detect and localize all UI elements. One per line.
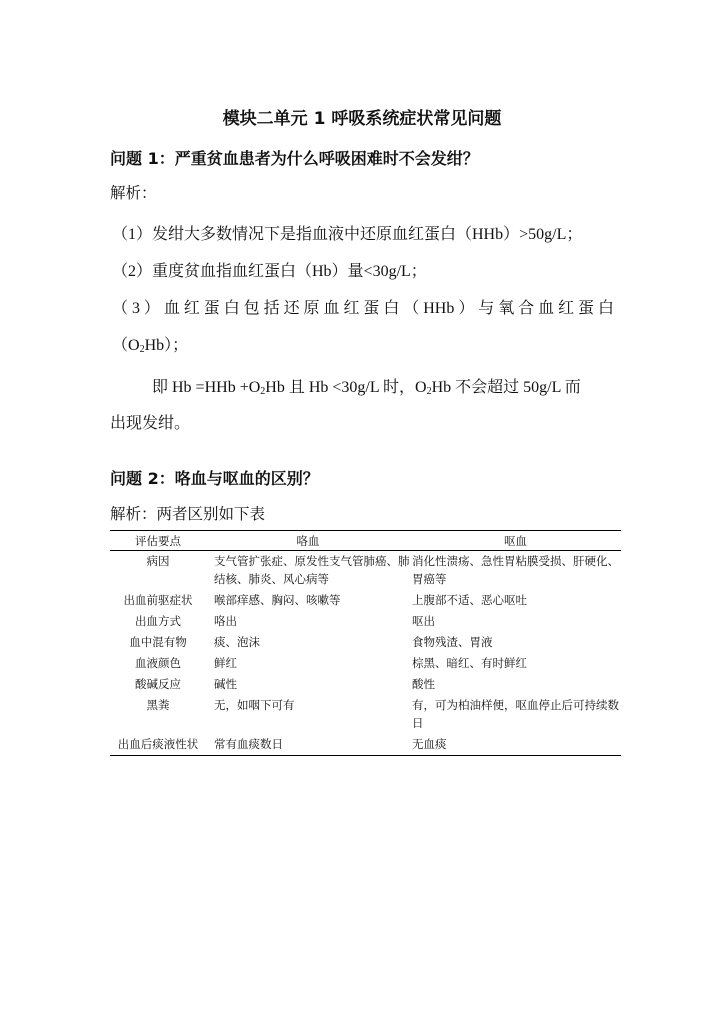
question-1-analysis-label: 解析： [110, 184, 157, 202]
row-label: 血中混有物 [129, 635, 187, 649]
point-1: （1）发绀大多数情况下是指血液中还原血红蛋白（HHb）>50g/L； [112, 226, 583, 243]
table-row [110, 695, 621, 734]
hemoptysis-cell: 咯出 [214, 614, 237, 628]
table-row [110, 611, 621, 632]
hemoptysis-cell: 鲜红 [214, 656, 237, 670]
row-label: 病因 [146, 554, 170, 568]
hemoptysis-cell: 痰、泡沫 [214, 635, 260, 649]
hematemesis-cell: 无血痰 [412, 737, 447, 751]
row-label: 出血方式 [135, 614, 181, 628]
hemoptysis-cell: 常有血痰数日 [214, 737, 283, 751]
conclusion-line-1: 即 $Hb =HHb +O_2Hb$ 且 Hb <30g/L 时，$O_2Hb$ 不会超过 50g/L 而 [152, 379, 581, 397]
hemoptysis-cell: 支气管扩张症、原发性支气管肺癌、肺结核、肺炎、风心病等 [214, 554, 410, 586]
hematemesis-cell: 酸性 [412, 677, 435, 691]
page-title: 模块二单元 1 呼吸系统症状常见问题 [222, 109, 502, 129]
point-3-line-1: （3）血红蛋白包括还原血红蛋白（HHb）与氧合血红蛋白 [112, 300, 614, 317]
row-label: 黑粪 [146, 698, 170, 712]
table-row [110, 551, 621, 591]
table-row [110, 734, 621, 756]
hematemesis-cell: 消化性溃疡、急性胃粘膜受损、肝硬化、胃癌等 [412, 554, 619, 586]
question-1-heading: 问题 1：严重贫血患者为什么呼吸困难时不会发绀？ [110, 149, 479, 168]
header-criteria: 评估要点 [135, 533, 181, 548]
table-row [110, 632, 621, 653]
table-header-row [110, 531, 621, 551]
table-row [110, 590, 621, 611]
comparison-table [110, 530, 621, 756]
conclusion-line-2: 出现发绀。 [110, 415, 191, 432]
hemoptysis-cell: 无，如咽下可有 [214, 698, 295, 712]
header-hemoptysis: 咯血 [296, 533, 320, 548]
hemoptysis-cell: 碱性 [214, 677, 237, 691]
row-label: 出血前驱症状 [123, 593, 193, 607]
row-label: 血液颜色 [135, 656, 181, 670]
hematemesis-cell: 棕黑、暗红、有时鲜红 [412, 656, 527, 670]
header-hematemesis: 呕血 [504, 533, 527, 548]
table-row [110, 653, 621, 674]
hemoptysis-cell: 喉部痒感、胸闷、咳嗽等 [214, 593, 341, 607]
question-2-heading: 问题 2：咯血与呕血的区别？ [110, 469, 319, 488]
point-3-line-2: $(O_2Hb)$； [112, 337, 189, 355]
hematemesis-cell: 呕出 [412, 614, 435, 628]
table-row [110, 674, 621, 695]
hematemesis-cell: 有，可为柏油样便，呕血停止后可持续数日 [412, 698, 619, 730]
row-label: 出血后痰液性状 [117, 737, 199, 751]
row-label: 酸碱反应 [135, 677, 181, 691]
hematemesis-cell: 食物残渣、胃液 [412, 635, 493, 649]
question-2-analysis: 解析：两者区别如下表 [110, 505, 266, 523]
point-2: （2）重度贫血指血红蛋白（Hb）量<30g/L； [112, 263, 427, 280]
hematemesis-cell: 上腹部不适、恶心呕吐 [412, 593, 527, 607]
